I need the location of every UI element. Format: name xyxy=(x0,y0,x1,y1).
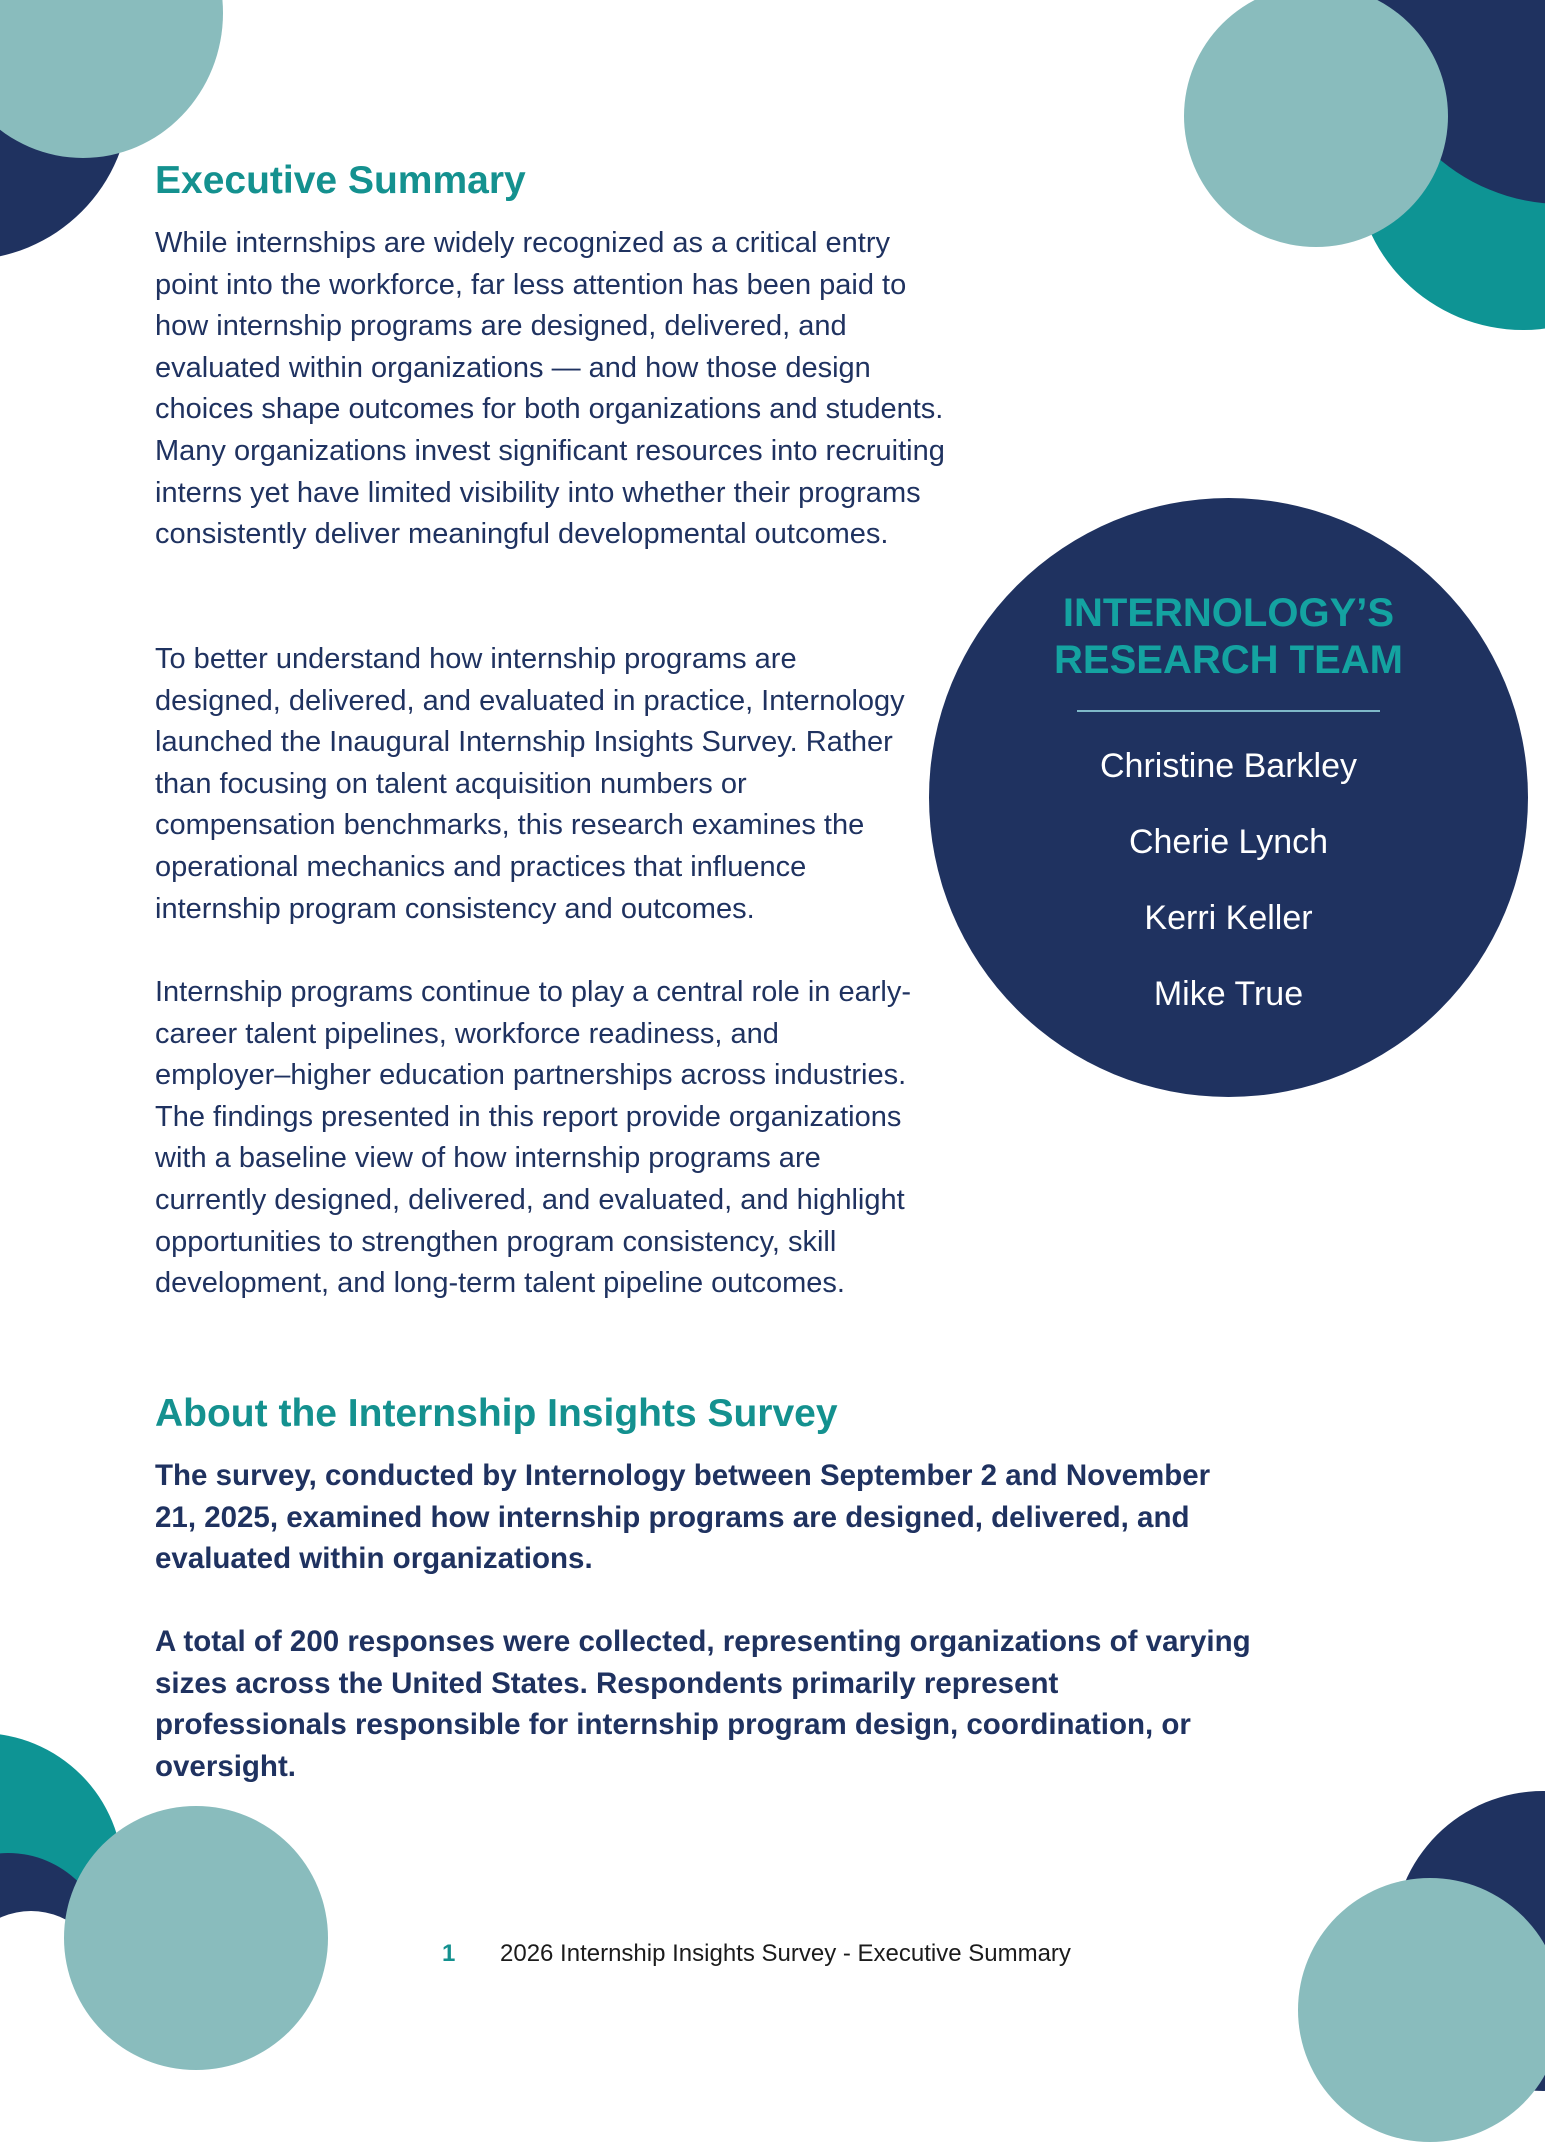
decorative-circle xyxy=(1298,1878,1545,2142)
research-team-title-line-1: INTERNOLOGY’S xyxy=(1062,591,1395,635)
page-number: 1 xyxy=(442,1940,456,1967)
footer-title: 2026 Internship Insights Survey - Executive Summary xyxy=(500,1940,1071,1967)
research-team-panel xyxy=(929,498,1528,1097)
team-member: Mike True xyxy=(1153,975,1304,1013)
team-member: Kerri Keller xyxy=(1144,899,1313,937)
research-team-title-line-2: RESEARCH TEAM xyxy=(1054,638,1403,682)
team-member: Christine Barkley xyxy=(1100,747,1357,785)
about-survey-paragraph-1: The survey, conducted by Internology between September 2 and November 21, 2025, examined how internship programs are designed, delivered, and evaluated within organizations. xyxy=(155,1459,1211,1576)
executive-summary-heading: Executive Summary xyxy=(155,159,526,202)
about-survey-paragraph-2: A total of 200 responses were collected, representing organizations of varying sizes across the United States. Respondents primarily represent professionals responsible for internship program design, coordination, or oversight. xyxy=(155,1625,1251,1783)
about-survey-heading: About the Internship Insights Survey xyxy=(155,1392,838,1435)
decorative-circle xyxy=(0,0,223,158)
decorative-circle xyxy=(64,1806,328,2070)
research-team-title xyxy=(929,590,1528,684)
team-member: Cherie Lynch xyxy=(1128,823,1329,861)
page-footer xyxy=(0,1940,1545,1976)
research-team-divider xyxy=(1077,710,1380,712)
executive-summary-paragraph-1: While internships are widely recognized as a critical entry point into the workforce, far less attention has been paid to how internship programs are designed, delivered, and evaluated within organizations — and how those design choices shape outcomes for both organizations and students. Many organizations invest significant resources into recruiting interns yet have limited visibility into whether their programs consistently deliver meaningful developmental outcomes. xyxy=(155,227,945,551)
executive-summary-paragraph-2: To better understand how internship programs are designed, delivered, and evaluated in practice, Internology launched the Inaugural Internship Insights Survey. Rather than focusing on talent acquisition numbers or compensation benchmarks, this research examines the operational mechanics and practices that influence internship program consistency and outcomes. xyxy=(155,643,905,925)
executive-summary-paragraph-3: Internship programs continue to play a central role in early-career talent pipelines, workforce readiness, and employer–higher education partnerships across industries. The findings presented in this report provide organizations with a baseline view of how internship programs are currently designed, delivered, and evaluated, and highlight opportunities to strengthen program consistency, skill development, and long-term talent pipeline outcomes. xyxy=(155,976,911,1300)
